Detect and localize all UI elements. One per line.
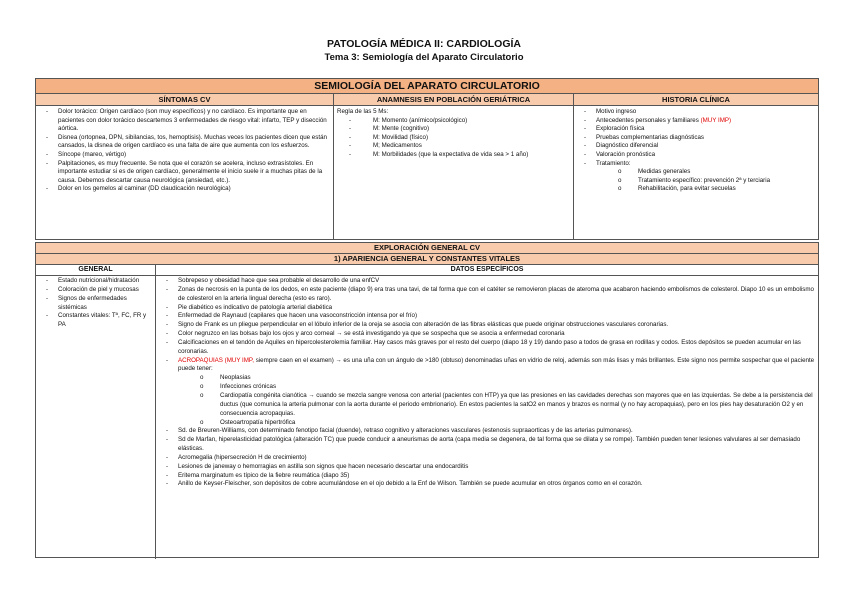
dato-item xyxy=(159,357,815,428)
header-sintomas: SÍNTOMAS CV xyxy=(36,94,334,105)
semiologia-table xyxy=(35,78,819,240)
dato-item: - Anillo de Keyser-Fleischer, son depósitos de cobre acumulándose en el ojo debido a la Enf de Wilson. También se puede acumular en otros órganos como en el corazón. xyxy=(159,480,815,489)
sintoma-item: - Disnea (ortopnea, DPN, sibilancias, tos, hemoptisis). Muchas veces los pacientes dicen que están cansados, la disnea de origen cardíaco es una falta de aire que aumenta con los esfuerzos. xyxy=(39,134,330,151)
anamnesis-item: - M: Movilidad (físico) xyxy=(349,134,570,143)
tratamiento-item: o Rehabilitación, para evitar secuelas xyxy=(618,185,815,194)
datos-cell xyxy=(156,276,818,559)
dato-item: - Eritema marginatum es típico de la fiebre reumática (diapo 35) xyxy=(159,472,815,481)
historia-tratamiento: Tratamiento: xyxy=(596,159,631,167)
exploracion-subtitle: 1) APARIENCIA GENERAL Y CONSTANTES VITALES xyxy=(36,254,818,265)
acropaquias-item: o Osteoartropatía hipertrófica xyxy=(200,419,815,428)
exploracion-header-row xyxy=(36,265,818,276)
general-cell xyxy=(36,276,156,559)
sintomas-cell xyxy=(36,106,334,240)
anamnesis-item: - M: Morbilidades (que la expectativa de vida sea > 1 año) xyxy=(349,151,570,160)
dato-item: - Sobrepeso y obesidad hace que sea probable el desarrollo de una enfCV xyxy=(159,277,815,286)
historia-antecedentes: Antecedentes personales y familiares xyxy=(596,116,699,124)
semiologia-body-row xyxy=(36,106,818,240)
tratamiento-item: o Medidas generales xyxy=(618,168,815,177)
acropaquias-item: o Neoplasias xyxy=(200,374,815,383)
sintomas-list xyxy=(39,108,330,194)
semiologia-header-row xyxy=(36,94,818,106)
historia-item: - Diagnóstico diferencial xyxy=(577,142,815,151)
general-item: - Constantes vitales: Tª, FC, FR y PA xyxy=(39,312,152,330)
dato-item: - Acromegalia (hipersecreción H de crecimiento) xyxy=(159,454,815,463)
anamnesis-item: - M: Momento (anímico/psicológico) xyxy=(349,117,570,126)
anamnesis-cell xyxy=(334,106,574,240)
sintoma-item: - Dolor torácico: Origen cardíaco (son muy específicos) y no cardíaco. Es importante que en pacientes con dolor torácico descartemos 3 enfermedades de riesgo vital: infarto, TEP y disección aórtica. xyxy=(39,108,330,134)
dato-item: - Signo de Frank es un pliegue perpendicular en el lóbulo inferior de la oreja se asocia con alteración de las fibras elásticas que puede originar obstrucciones vasculares coronarias. xyxy=(159,321,815,330)
historia-item xyxy=(577,117,815,126)
historia-item xyxy=(577,160,815,194)
anamnesis-intro: Regla de las 5 Ms: xyxy=(337,108,389,115)
sintoma-item: - Síncope (mareo, vértigo) xyxy=(39,151,330,160)
datos-list xyxy=(159,277,815,489)
acropaquias-text: siempre caen en el examen) → es una uña con un ángulo de >180 (obtuso) denominadas uñas en vidrio de reloj, además son más lisas y más brillantes. Este signo nos permite sospechar que el paciente puede tener: xyxy=(178,356,815,373)
dato-item: - Enfermedad de Raynaud (capilares que hacen una vasoconstricción intensa por el frío) xyxy=(159,312,815,321)
semiologia-title: SEMIOLOGÍA DEL APARATO CIRCULATORIO xyxy=(36,79,818,94)
anamnesis-item: - M: Mente (cognitivo) xyxy=(349,125,570,134)
general-list xyxy=(39,277,152,330)
header-anamnesis: ANAMNESIS EN POBLACIÓN GERIÁTRICA xyxy=(334,94,574,105)
exploracion-body-row xyxy=(36,276,818,559)
dato-item: - Pie diabético es indicativo de patología arterial diabética xyxy=(159,304,815,313)
dato-item: - Zonas de necrosis en la punta de los dedos, en este paciente (diapo 9) era tras una tavi, de tal forma que con el catéter se removieron placas de ateroma que acabaron haciendo embolismos de colesterol. Diapo 10 es un embolismo de colesterol en la arteria lingual derecha (esto es raro). xyxy=(159,286,815,304)
muy-imp-tag: (MUY IMP) xyxy=(700,116,732,124)
dato-item: - Calcificaciones en el tendón de Aquiles en hipercolesterolemia familiar. Hay casos más graves por el resto del cuerpo (diapo 18 y 19) dando paso a todos de grasa en rodillas y codos. Estos depósitos se pueden acumular en las coronarias. xyxy=(159,339,815,357)
tratamiento-item: o Tratamiento específico: prevención 2ª y terciaria xyxy=(618,177,815,186)
general-item: - Coloración de piel y mucosas xyxy=(39,286,152,295)
historia-list xyxy=(577,108,815,194)
anamnesis-list xyxy=(337,117,570,160)
dato-item: - Color negruzco en las bolsas bajo los ojos y arco corneal → se está investigando ya que se sospecha que se asocia a enfermedad coronaria xyxy=(159,330,815,339)
tratamiento-list xyxy=(596,168,815,194)
acropaquias-label: ACROPAQUIAS (MUY IMP, xyxy=(178,356,254,364)
header-general: GENERAL xyxy=(36,265,156,275)
historia-cell xyxy=(574,106,818,240)
historia-item: - Motivo ingreso xyxy=(577,108,815,117)
general-item: - Estado nutricional/hidratación xyxy=(39,277,152,286)
dato-item: - Sd. de Breuren-Williams, con determinado fenotipo facial (duende), retraso cognitivo y alteraciones vasculares (estenosis supraaorticas y de las arterias pulmonares). xyxy=(159,427,815,436)
sintoma-item: - Dolor en los gemelos al caminar (DD claudicación neurológica) xyxy=(39,185,330,194)
document-title: PATOLOGÍA MÉDICA II: CARDIOLOGÍA xyxy=(326,38,522,50)
acropaquias-list xyxy=(178,374,815,427)
sintoma-item: - Palpitaciones, es muy frecuente. Se nota que el corazón se acelera, incluso extrasístoles. En importante estudiar si es de origen cardíaco, generalmente el inicio suele ir a muchas pitas de la causa. Debemos descartar causa neurológica (ansiedad, etc.). xyxy=(39,160,330,186)
general-item: - Signos de enfermedades sistémicas xyxy=(39,295,152,313)
exploracion-title: EXPLORACIÓN GENERAL CV xyxy=(36,243,818,254)
historia-item: - Exploración física xyxy=(577,125,815,134)
historia-item: - Valoración pronóstica xyxy=(577,151,815,160)
header-datos: DATOS ESPECÍFICOS xyxy=(450,266,524,273)
exploracion-table xyxy=(35,242,819,558)
acropaquias-item: o Cardiopatía congénita cianótica → cuando se mezcla sangre venosa con arterial (pacientes con HTP) ya que las presiones en las cavidades derechas son mayores que en las izquierdas. Se debe a la persistencia del ductus (que comunica la arteria pulmonar con la aorta durante el periodo embrionario). En estos pacientes la satO2 en manos y brazos es normal (y no hay acropaquias), pero en los pies hay desaturación O2 y en consecuencia acropaquias. xyxy=(200,392,815,419)
anamnesis-item: - M; Medicamentos xyxy=(349,142,570,151)
acropaquias-item: o Infecciones crónicas xyxy=(200,383,815,392)
historia-item: - Pruebas complementarias diagnósticas xyxy=(577,134,815,143)
header-historia: HISTORIA CLÍNICA xyxy=(662,95,730,104)
dato-item: - Lesiones de janeway o hemorragias en astilla son signos que hacen necesario descartar una endocarditis xyxy=(159,463,815,472)
dato-item: - Sd de Marfan, hiperelasticidad patológica (alteración TC) que puede conducir a aneurismas de aorta (capa media se degenera, de tal forma que se dilata y se rompe). También pueden tener lesiones valvulares al ser demasiado elásticas. xyxy=(159,436,815,454)
document-subtitle: Tema 3: Semiología del Aparato Circulatorio xyxy=(324,52,524,63)
